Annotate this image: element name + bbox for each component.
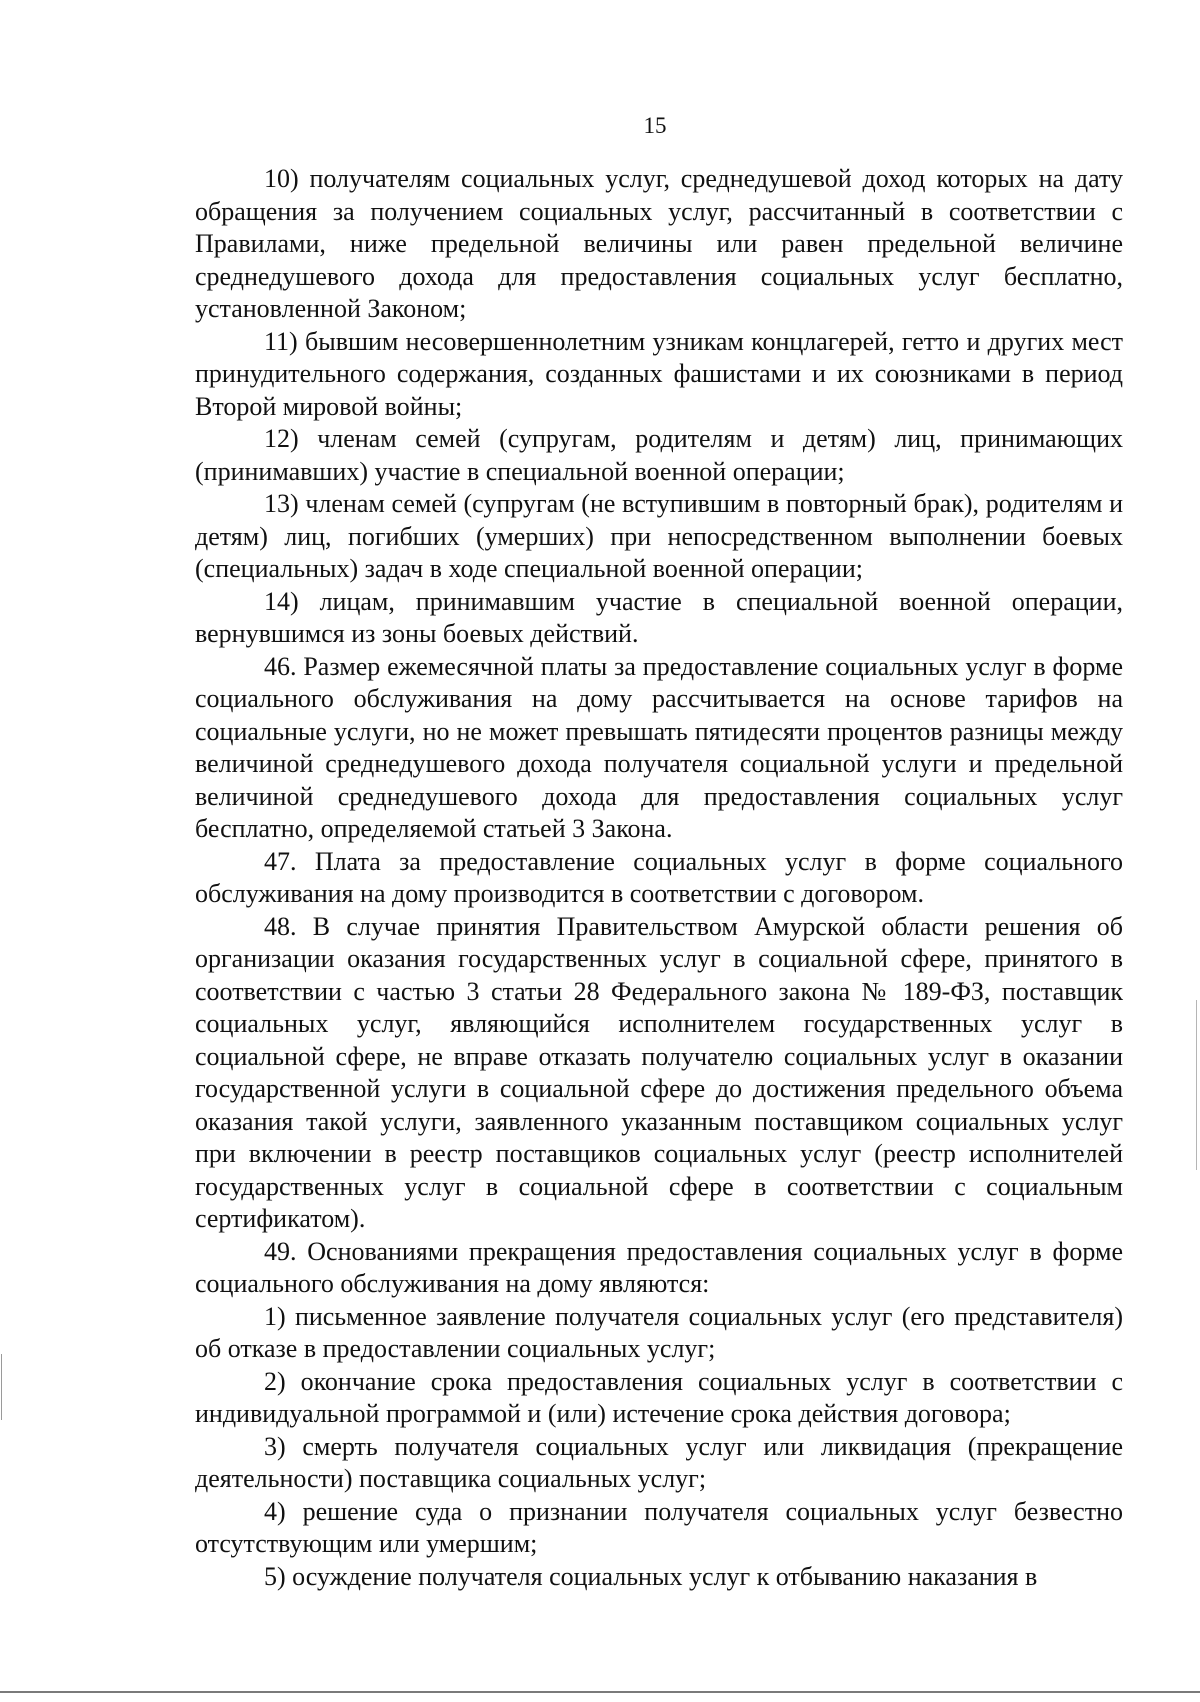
scan-edge-mark: [1196, 1000, 1197, 1170]
paragraph-ground-2: 2) окончание срока предоставления социальных услуг в соответствии с индивидуальной программой и (или) истечение срока действия договора;: [195, 1366, 1123, 1428]
paragraph-item-11: 11) бывшим несовершеннолетним узникам концлагерей, гетто и других мест принудительного содержания, созданных фашистами и их союзниками в период Второй мировой войны;: [195, 326, 1123, 421]
paragraph-ground-5: 5) осуждение получателя социальных услуг к отбыванию наказания в: [264, 1561, 1038, 1591]
paragraph-item-14: 14) лицам, принимавшим участие в специальной военной операции, вернувшимся из зоны боевых действий.: [195, 586, 1123, 648]
paragraph-ground-1: 1) письменное заявление получателя социальных услуг (его представителя) об отказе в предоставлении социальных услуг;: [195, 1301, 1123, 1363]
paragraph-48: 48. В случае принятия Правительством Амурской области решения об организации оказания государственных услуг в социальной сфере, принятого в соответствии с частью 3 статьи 28 Федерального закона № 189-ФЗ, поставщик социальных услуг, являющийся исполнителем государственных услуг в социальной сфере, не вправе отказать получателю социальных услуг в оказании государственной услуги в социальной сфере до достижения предельного объема оказания такой услуги, заявленного указанным поставщиком социальных услуг при включении в реестр поставщиков социальных услуг (реестр исполнителей государственных услуг в социальной сфере в соответствии с социальным сертификатом).: [195, 911, 1123, 1233]
scan-edge-mark: [1, 1354, 2, 1420]
paragraph-49: 49. Основаниями прекращения предоставления социальных услуг в форме социального обслуживания на дому являются:: [195, 1236, 1123, 1298]
paragraph-item-12: 12) членам семей (супругам, родителям и детям) лиц, принимающих (принимавших) участие в специальной военной операции;: [195, 424, 1123, 486]
paragraph-item-10: 10) получателям социальных услуг, среднедушевой доход которых на дату обращения за получением социальных услуг, рассчитанный в соответствии с Правилами, ниже предельной величины или равен предельной величине среднедушевого дохода для предоставления социальных услуг бесплатно, установленной Законом;: [195, 164, 1123, 323]
paragraph-47: 47. Плата за предоставление социальных услуг в форме социального обслуживания на дому производится в соответствии с договором.: [195, 846, 1123, 908]
paragraph-ground-3: 3) смерть получателя социальных услуг или ликвидация (прекращение деятельности) поставщика социальных услуг;: [195, 1431, 1123, 1493]
paragraph-46: 46. Размер ежемесячной платы за предоставление социальных услуг в форме социального обслуживания на дому рассчитывается на основе тарифов на социальные услуги, но не может превышать пятидесяти процентов разницы между величиной среднедушевого дохода получателя социальной услуги и предельной величиной среднедушевого дохода для предоставления социальных услуг бесплатно, определяемой статьей 3 Закона.: [195, 651, 1123, 843]
paragraph-ground-4: 4) решение суда о признании получателя социальных услуг безвестно отсутствующим или умершим;: [195, 1496, 1123, 1558]
page-number: 15: [643, 113, 667, 138]
paragraph-item-13: 13) членам семей (супругам (не вступившим в повторный брак), родителям и детям) лиц, погибших (умерших) при непосредственном выполнении боевых (специальных) задач в ходе специальной военной операции;: [195, 489, 1123, 583]
document-body: [195, 163, 1123, 1593]
scan-bottom-edge: [0, 1691, 1200, 1693]
